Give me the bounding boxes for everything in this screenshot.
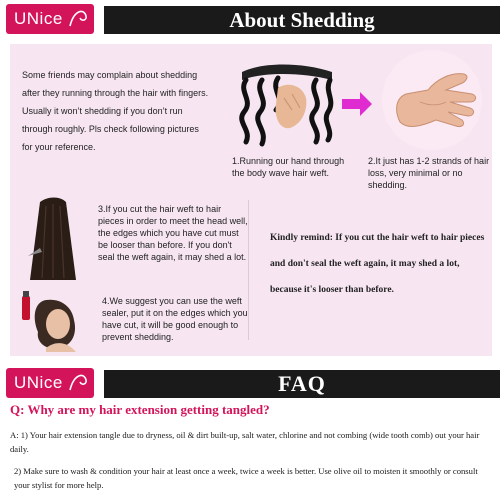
intro-line: Some friends may complain about shedding <box>22 70 198 80</box>
caption-running-hand: 1.Running our hand through the body wave hair weft. <box>232 156 345 178</box>
straight-hair-image <box>20 196 86 282</box>
logo-swirl-icon <box>66 370 90 396</box>
brand-logo <box>6 4 94 34</box>
logo-swirl-icon <box>66 6 90 32</box>
open-hand-image <box>376 50 488 150</box>
brand-logo-text: UNice <box>14 9 63 28</box>
kindly-remind-note: Kindly remind: If you cut the hair weft to hair pieces and don't seal the weft again, it may shed a lot, because it's looser than before. <box>270 233 485 295</box>
faq-banner <box>0 364 500 404</box>
caption-weft-sealer: 4.We suggest you can use the weft sealer, put it on the edges which you have cut, it will be good enough to prevent shedding. <box>102 296 248 342</box>
brand-logo-text: UNice <box>14 373 63 392</box>
faq-question: Q: Why are my hair extension getting tangled? <box>10 402 270 417</box>
faq-answer-1: A: 1) Your hair extension tangle due to dryness, oil & dirt built-up, salt water, chlorine and not combing (wide tooth comb) out your hair daily. <box>10 430 480 454</box>
weft-sealer-model-image <box>16 288 90 354</box>
caption-hair-loss: 2.It just has 1-2 strands of hair loss, very minimal or no shedding. <box>368 156 490 190</box>
header-banner <box>0 0 500 40</box>
brand-logo <box>6 368 94 398</box>
intro-line: for your reference. <box>22 142 96 152</box>
caption-cut-weft: 3.If you cut the hair weft to hair pieces in order to meet the head well, the edges which you have cut must be looser than before. If you don't seal the weft again, it may shed a lot. <box>98 204 248 262</box>
faq-title: FAQ <box>278 371 326 396</box>
faq-title-bar <box>104 370 500 398</box>
divider <box>248 200 249 340</box>
intro-text <box>22 66 222 156</box>
intro-line: after they running through the hair with fingers. <box>22 88 209 98</box>
intro-line: Usually it won’t shedding if you don’t run <box>22 106 183 116</box>
title-bar <box>104 6 500 34</box>
faq-answer-2: 2) Make sure to wash & condition your hair at least once a week, twice a week is better. Use olive oil to moisten it smoothly or consult your stylist for more help. <box>14 466 478 490</box>
page-title: About Shedding <box>229 8 375 32</box>
intro-line: through roughly. Pls check following pictures <box>22 124 199 134</box>
body-wave-hair-image <box>232 58 340 150</box>
right-arrow-icon <box>340 90 374 118</box>
